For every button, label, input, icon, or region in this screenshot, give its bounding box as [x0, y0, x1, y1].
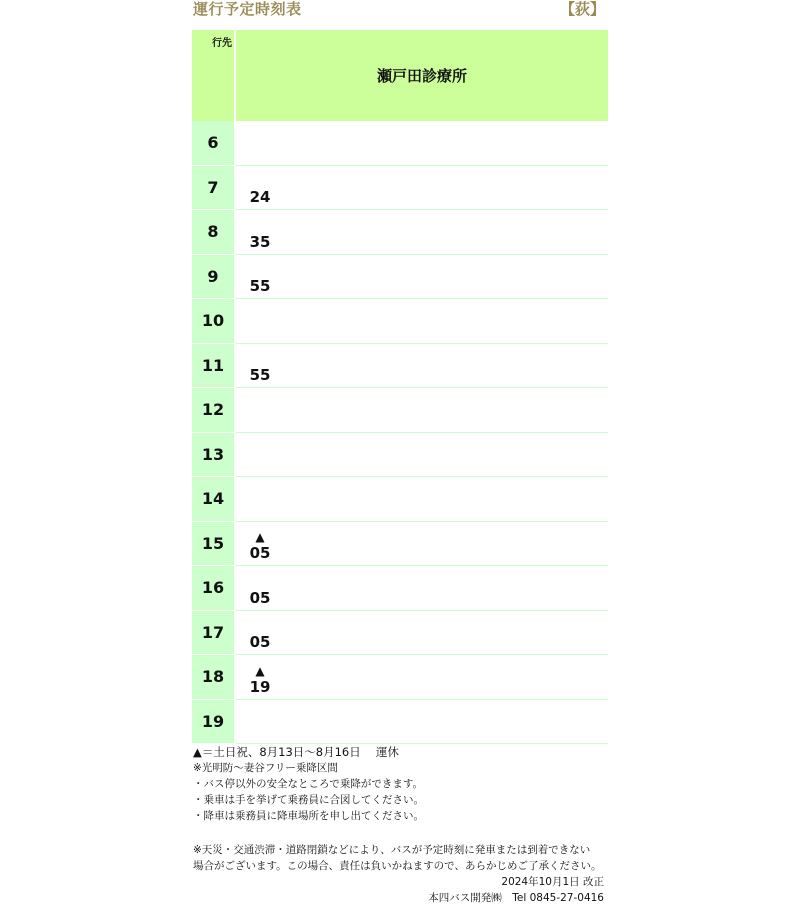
weekday-only-mark: ▲ — [255, 530, 265, 544]
minutes-cell — [236, 700, 608, 745]
departure-minute: 55 — [249, 366, 271, 384]
hour-row-9 — [192, 255, 608, 300]
departure — [249, 278, 271, 294]
minutes-cell — [236, 166, 608, 211]
hour-row-7 — [192, 166, 608, 211]
hour-row-17 — [192, 611, 608, 656]
hour-cell: 11 — [192, 344, 236, 389]
note-line: ・バス停以外の安全なところで乗降ができます。 — [193, 778, 424, 790]
hour-cell: 9 — [192, 255, 236, 300]
hour-row-12 — [192, 388, 608, 433]
hour-row-16 — [192, 566, 608, 611]
notes-section — [193, 744, 613, 906]
hour-row-13 — [192, 433, 608, 478]
timetable-rows — [192, 121, 608, 744]
weekday-only-mark: ▲ — [255, 663, 265, 678]
hour-cell: 10 — [192, 299, 236, 344]
hour-cell: 17 — [192, 611, 236, 656]
disclaimer-line: 場合がございます。この場合、責任は負いかねますので、あらかじめご了承ください。 — [193, 860, 602, 872]
departure-minute: 05 — [249, 588, 271, 607]
page-title: 運行予定時刻表 — [193, 0, 302, 18]
minutes-cell — [236, 210, 608, 255]
hour-row-14 — [192, 477, 608, 522]
legend-note: ▲＝土日祝、8月13日〜8月16日 運休 — [193, 745, 399, 759]
timetable-grid — [192, 30, 608, 744]
minutes-cell — [236, 611, 608, 656]
departure-minute: 55 — [249, 277, 271, 295]
hour-cell: 7 — [192, 166, 236, 211]
departure-minute: 05 — [249, 633, 271, 651]
minutes-cell — [236, 522, 608, 567]
departure — [249, 634, 271, 650]
hour-cell: 12 — [192, 388, 236, 433]
destination-label: 行先 — [212, 38, 232, 49]
hour-column-header — [192, 30, 236, 121]
hour-cell: 6 — [192, 121, 236, 166]
hour-cell: 18 — [192, 655, 236, 700]
hour-cell: 8 — [192, 210, 236, 255]
minutes-cell — [236, 255, 608, 300]
hour-cell: 19 — [192, 700, 236, 745]
timetable-header — [193, 0, 605, 22]
company-contact: 本四バス開発㈱ Tel 0845-27-0416 — [428, 892, 604, 904]
departure-minute: 05 — [249, 544, 271, 562]
minutes-cell — [236, 477, 608, 522]
hour-cell: 13 — [192, 433, 236, 478]
hour-row-6 — [192, 121, 608, 166]
hour-row-19 — [192, 700, 608, 745]
hour-cell: 16 — [192, 566, 236, 611]
departure — [249, 234, 271, 250]
hour-row-15 — [192, 522, 608, 567]
departure-minute: 24 — [249, 188, 271, 206]
table-header-row — [192, 30, 608, 121]
bus-stop-name: 【荻】 — [559, 0, 605, 18]
departure — [249, 590, 271, 606]
note-line: ・乗車は手を挙げて乗務員に合図してください。 — [193, 794, 424, 806]
note-line: ・降車は乗務員に降車場所を申し出てください。 — [193, 810, 424, 822]
revision-date: 2024年10月1日 改正 — [501, 876, 604, 888]
destination-header: 瀬戸田診療所 — [236, 30, 608, 121]
hour-cell: 14 — [192, 477, 236, 522]
minutes-cell — [236, 344, 608, 389]
departure-minute: 35 — [249, 232, 271, 251]
departure — [249, 665, 271, 695]
departure-minute: 19 — [249, 677, 271, 696]
note-line: ※光明防〜妻谷フリー乗降区間 — [193, 762, 338, 774]
minutes-cell — [236, 299, 608, 344]
minutes-cell — [236, 566, 608, 611]
minutes-cell — [236, 655, 608, 700]
minutes-cell — [236, 433, 608, 478]
hour-row-18 — [192, 655, 608, 700]
hour-row-8 — [192, 210, 608, 255]
departure — [249, 367, 271, 383]
minutes-cell — [236, 121, 608, 166]
hour-cell: 15 — [192, 522, 236, 567]
disclaimer-line: ※天災・交通渋滞・道路閉鎖などにより、バスが予定時刻に発車または到着できない — [193, 844, 591, 856]
hour-row-10 — [192, 299, 608, 344]
departure — [249, 189, 271, 205]
departure — [249, 531, 271, 561]
minutes-cell — [236, 388, 608, 433]
hour-row-11 — [192, 344, 608, 389]
